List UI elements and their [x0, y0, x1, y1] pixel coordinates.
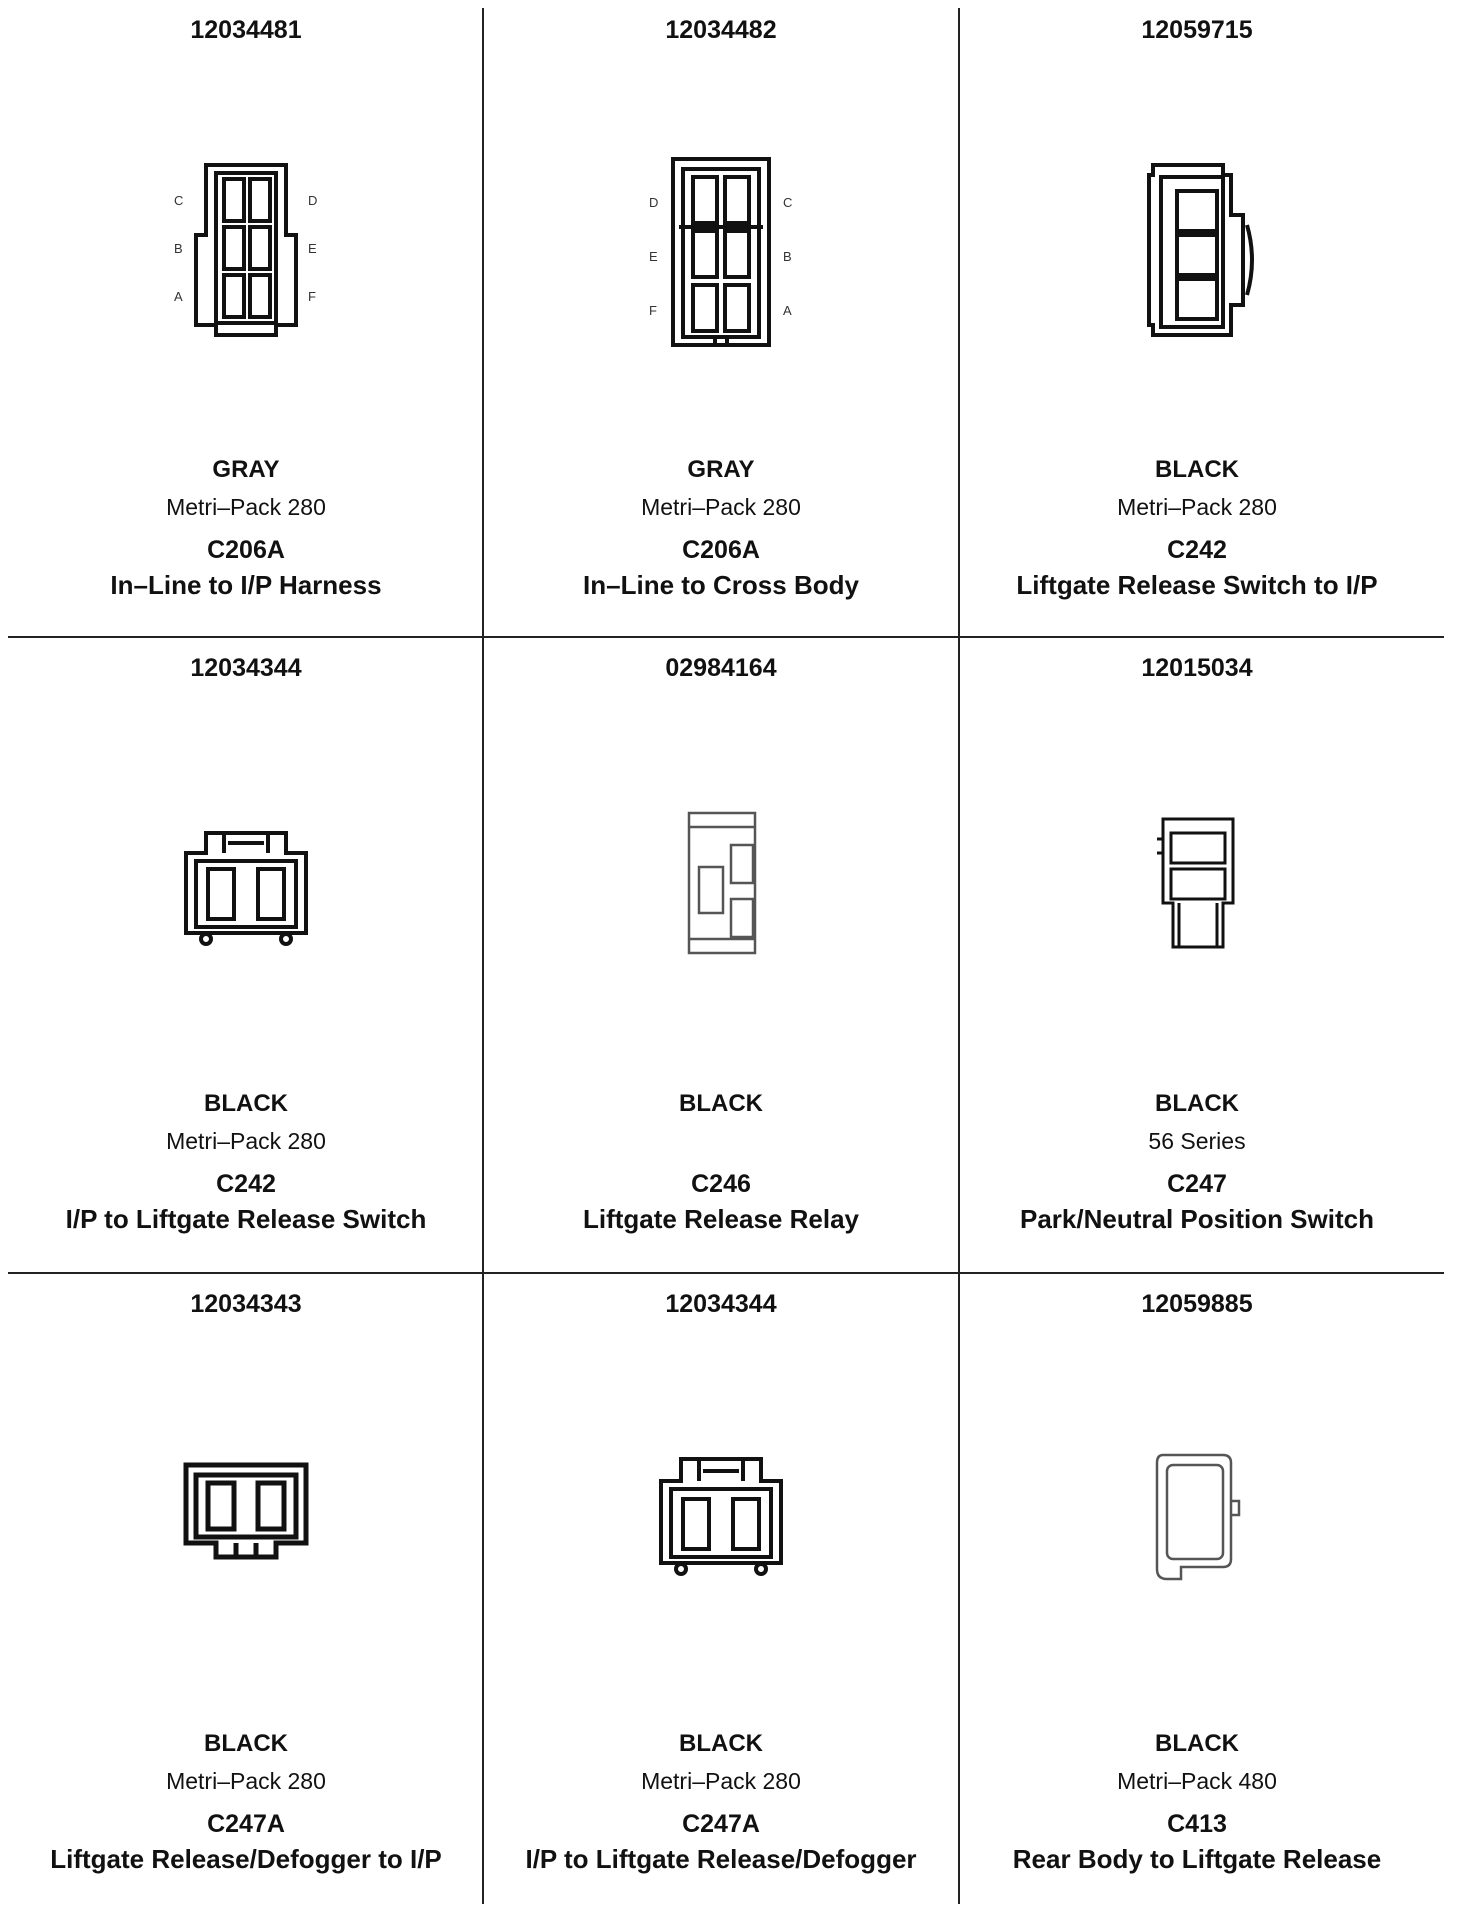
part-number: 02984164: [665, 654, 777, 682]
connector-cell: [960, 0, 1434, 636]
connector-cell: [960, 638, 1434, 1272]
connector-cell: [484, 638, 958, 1272]
connector-color: BLACK: [204, 1730, 288, 1757]
connector-id: C247A: [682, 1810, 760, 1838]
pin-label: B: [783, 249, 792, 264]
connector-1-cavity-icon: [960, 1344, 1434, 1694]
connector-id: C247: [1167, 1170, 1227, 1198]
pin-label: F: [308, 289, 316, 304]
connector-description: I/P to Liftgate Release/Defogger: [525, 1844, 917, 1874]
connector-series: Metri–Pack 280: [641, 1768, 801, 1794]
connector-series: Metri–Pack 280: [166, 1768, 326, 1794]
connector-series: Metri–Pack 280: [1117, 494, 1277, 520]
connector-color: GRAY: [212, 456, 280, 483]
connector-color: BLACK: [1155, 456, 1239, 483]
connector-id: C247A: [207, 1810, 285, 1838]
connector-color: BLACK: [1155, 1730, 1239, 1757]
pin-label: C: [783, 195, 793, 210]
connector-series: Metri–Pack 280: [166, 1128, 326, 1154]
connector-id: C242: [1167, 536, 1227, 564]
connector-series: Metri–Pack 280: [641, 494, 801, 520]
connector-color: BLACK: [679, 1730, 763, 1757]
connector-id: C242: [216, 1170, 276, 1198]
pin-label: D: [308, 193, 318, 208]
connector-id: C206A: [682, 536, 760, 564]
pin-label: E: [649, 249, 658, 264]
connector-cell: [10, 1274, 482, 1914]
connector-2-cavity-icon: [10, 1344, 482, 1694]
connector-cell: [960, 1274, 1434, 1914]
connector-cell: [10, 638, 482, 1272]
connector-color: BLACK: [204, 1090, 288, 1117]
connector-2-cavity-small-icon: [960, 708, 1434, 1058]
pin-label: E: [308, 241, 317, 256]
connector-description: Park/Neutral Position Switch: [1020, 1204, 1374, 1234]
connector-series: 56 Series: [1148, 1128, 1246, 1154]
pin-label: A: [174, 289, 183, 304]
connector-description: In–Line to Cross Body: [583, 570, 859, 600]
connector-6-cavity-icon: [484, 70, 958, 420]
connector-2-cavity-icon: [10, 708, 482, 1058]
connector-description: I/P to Liftgate Release Switch: [65, 1204, 427, 1234]
connector-id: C246: [691, 1170, 751, 1198]
connector-description: Rear Body to Liftgate Release: [1012, 1844, 1382, 1874]
connector-color: BLACK: [679, 1090, 763, 1117]
pin-label: F: [649, 303, 657, 318]
connector-cell: [484, 0, 958, 636]
pin-label: A: [783, 303, 792, 318]
pin-label: B: [174, 241, 183, 256]
part-number: 12059715: [1141, 16, 1253, 44]
connector-series: Metri–Pack 480: [1117, 1768, 1277, 1794]
pin-label: D: [649, 195, 659, 210]
connector-2-cavity-icon: [484, 1344, 958, 1694]
connector-cell: [484, 1274, 958, 1914]
part-number: 12034343: [190, 1290, 302, 1318]
part-number: 12034344: [665, 1290, 777, 1318]
connector-id: C206A: [207, 536, 285, 564]
part-number: 12015034: [1141, 654, 1253, 682]
connector-description: Liftgate Release Relay: [582, 1204, 859, 1234]
connector-series: Metri–Pack 280: [166, 494, 326, 520]
connector-description: Liftgate Release/Defogger to I/P: [50, 1844, 442, 1874]
connector-color: GRAY: [687, 456, 755, 483]
part-number: 12034344: [190, 654, 302, 682]
connector-id: C413: [1167, 1810, 1227, 1838]
connector-description: Liftgate Release Switch to I/P: [1016, 570, 1378, 600]
relay-connector-icon: [484, 708, 958, 1058]
part-number: 12034482: [665, 16, 777, 44]
pin-label: C: [174, 193, 184, 208]
connector-6-cavity-icon: [10, 70, 482, 420]
part-number: 12034481: [190, 16, 302, 44]
part-number: 12059885: [1141, 1290, 1253, 1318]
connector-cell: [10, 0, 482, 636]
connector-3-cavity-side-icon: [960, 70, 1434, 420]
connector-color: BLACK: [1155, 1090, 1239, 1117]
connector-description: In–Line to I/P Harness: [110, 570, 382, 600]
